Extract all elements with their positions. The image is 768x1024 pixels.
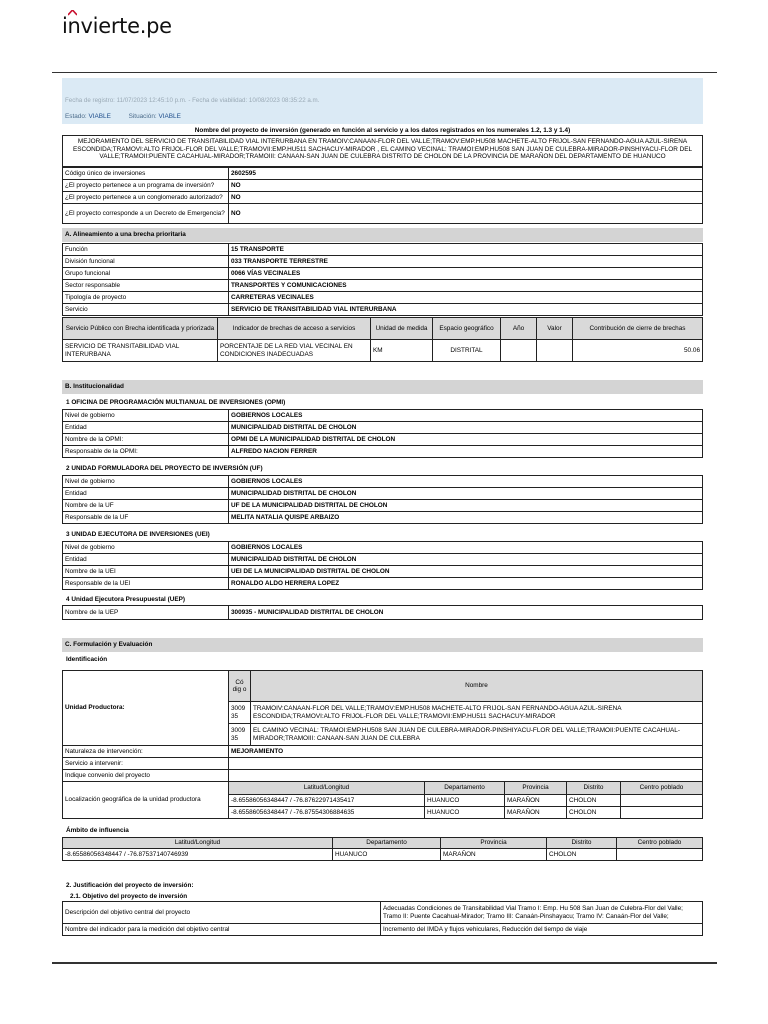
situacion-value: VIABLE (158, 113, 181, 120)
section-c-title: C. Formulación y Evaluación (62, 638, 703, 652)
ambito-table: Latitud/Longitud Departamento Provincia Distrito Centro poblado -8.65586056348447 / -76.87537140746939 HUANUCO MARAÑON CHOLON (62, 837, 703, 861)
alineamiento-table: Función 15 TRANSPORTE División funcional 033 TRANSPORTE TERRESTRE Grupo funcional 0066 VÍAS VECINALES Sector responsable TRANSPORTES Y COMUNICACIONES Tipología de proyecto CARRETERAS VECINALES Servicio SERVICIO DE TRANSITABILIDAD VIAL INTERURBANA (62, 243, 703, 316)
logo-text: invierte.pe (62, 14, 172, 38)
brecha-table: Servicio Público con Brecha identificada y priorizada Indicador de brechas de acceso a servicios Unidad de medida Espacio geográfico Año Valor Contribución de cierre de brechas SERVICIO DE TRANSITABILIDAD VIAL INTERURBANA PORCENTAJE DE LA RED VIAL VECINAL EN CONDICIONES INADECUADAS KM DISTRITAL 50.06 (62, 317, 703, 362)
general-table: Código único de inversiones 2602595 ¿El proyecto pertenece a un programa de inversión? NO ¿El proyecto pertenece a un conglomerado autorizado? NO ¿El proyecto corresponde a un Decreto de Emergencia? NO (62, 167, 703, 224)
objetivo-title: 2.1. Objetivo del proyecto de inversión (70, 893, 188, 900)
localizacion-table: Localización geográfica de la unidad productora Latitud/Longitud Departamento Provincia Distrito Centro poblado -8.65586056348447 / -76.87622971435417 HUANUCO MARAÑON CHOLON -8.65586056348447 / -76.87554306884635 HUANUCO MARAÑON CHOLON (62, 781, 703, 819)
naturaleza-table: Naturaleza de intervención: MEJORAMIENTO Servicio a intervenir: Indique convenio del proyecto (62, 745, 703, 782)
ambito-title: Ámbito de influencia (66, 827, 129, 834)
uei-title: 3 UNIDAD EJECUTORA DE INVERSIONES (UEI) (66, 531, 210, 538)
logo-tick-icon (68, 10, 77, 16)
uf-table: Nivel de gobierno GOBIERNOS LOCALES Entidad MUNICIPALIDAD DISTRITAL DE CHOLON Nombre de la UF UF DE LA MUNICIPALIDAD DISTRITAL DE CHOLON Responsable de la UF MELITA NATALIA QUISPE ARBAIZO (62, 475, 703, 524)
nombre-proyecto: MEJORAMIENTO DEL SERVICIO DE TRANSITABILIDAD VIAL INTERURBANA EN TRAMOIV:CANAAN-FLOR DEL VALLE;TRAMOV:EMP.HU508 MACHETE-ALTO FRIJOL-SAN FERNANDO-AGUA AZUL-SIRENA ESCONDIDA;TRAMOVI:ALTO FRIJOL-FLOR DEL VALLE;TRAMOVII:EMP.HU511 SACHACUY-MIRADOR , EL CAMINO VECINAL: TRAMOI:EMP.HU508 SAN JUAN DE CULEBRA-MIRADOR-PINSHIYACU-FLOR DEL VALLE;TRAMOII:PUENTE CACAHUAL-MIRADOR;TRAMOIII: CANAAN-SAN JUAN DE CULEBRA DISTRITO DE CHOLON DE LA PROVINCIA DE MARAÑON DEL DEPARTAMENTO DE HUANUCO (62, 135, 703, 167)
uep-title: 4 Unidad Ejecutora Presupuestal (UEP) (66, 596, 185, 603)
invierte-logo (62, 14, 172, 38)
section-b-title: B. Institucionalidad (62, 380, 703, 394)
estado-line: Estado: VIABLE Situación: VIABLE (65, 113, 181, 120)
uf-title: 2 UNIDAD FORMULADORA DEL PROYECTO DE INVERSIÓN (UF) (66, 465, 263, 472)
registration-dates: Fecha de registro: 11/07/2023 12:45:10 p.m. - Fecha de viabilidad: 10/08/2023 08:35:22 a.m. (65, 97, 320, 104)
uei-table: Nivel de gobierno GOBIERNOS LOCALES Entidad MUNICIPALIDAD DISTRITAL DE CHOLON Nombre de la UEI UEI DE LA MUNICIPALIDAD DISTRITAL DE CHOLON Responsable de la UEI RONALDO ALDO HERRERA LOPEZ (62, 541, 703, 590)
identificacion-title: Identificación (66, 656, 108, 663)
objetivo-table: Descripción del objetivo central del proyecto Adecuadas Condiciones de Transitabilidad Vial Tramo I: Emp. Hu 508 San Juan de Culebra-Flor del Valle; Tramo II: Puente Cacahual-Mirador; Tramo III: Canaán-Pinshayacu; Tramo IV: Canaán-Flor del Valle; Nombre del indicador para la medición del objetivo central Incremento del IMDA y flujos vehiculares, Reducción del tiempo de viaje (62, 901, 703, 936)
justificacion-title: 2. Justificación del proyecto de inversión: (66, 882, 194, 889)
top-divider (52, 72, 717, 73)
uep-table: Nombre de la UEP 300935 - MUNICIPALIDAD DISTRITAL DE CHOLON (62, 605, 703, 620)
opmi-title: 1 OFICINA DE PROGRAMACIÓN MULTIANUAL DE INVERSIONES (OPMI) (66, 399, 286, 406)
bottom-divider (52, 962, 717, 964)
nombre-title: Nombre del proyecto de inversión (generado en función al servicio y a los datos registrados en los numerales 1.2, 1.3 y 1.4) (194, 127, 571, 134)
unidad-productora-table: Unidad Productora: Có dig o Nombre 3009 35 TRAMOIV:CANAAN-FLOR DEL VALLE;TRAMOV:EMP.HU508 MACHETE-ALTO FRIJOL-SAN FERNANDO-AGUA AZUL-SIRENA ESCONDIDA;TRAMOVI:ALTO FRIJOL-FLOR DEL VALLE;TRAMOVII:EMP.HU511 SACHACUY-MIRADOR 3009 35 EL CAMINO VECINAL: TRAMOI:EMP.HU508 SAN JUAN DE CULEBRA-MIRADOR-PINSHIYACU-FLOR DEL VALLE;TRAMOII:PUENTE CACAHUAL-MIRADOR;TRAMOIII: CANAAN-SAN JUAN DE CULEBRA (62, 670, 703, 746)
opmi-table: Nivel de gobierno GOBIERNOS LOCALES Entidad MUNICIPALIDAD DISTRITAL DE CHOLON Nombre de la OPMI: OPMI DE LA MUNICIPALIDAD DISTRITAL DE CHOLON Responsable de la OPMI: ALFREDO NACION FERRER (62, 409, 703, 458)
section-a-title: A. Alineamiento a una brecha prioritaria (62, 228, 703, 242)
estado-value: VIABLE (88, 113, 111, 120)
